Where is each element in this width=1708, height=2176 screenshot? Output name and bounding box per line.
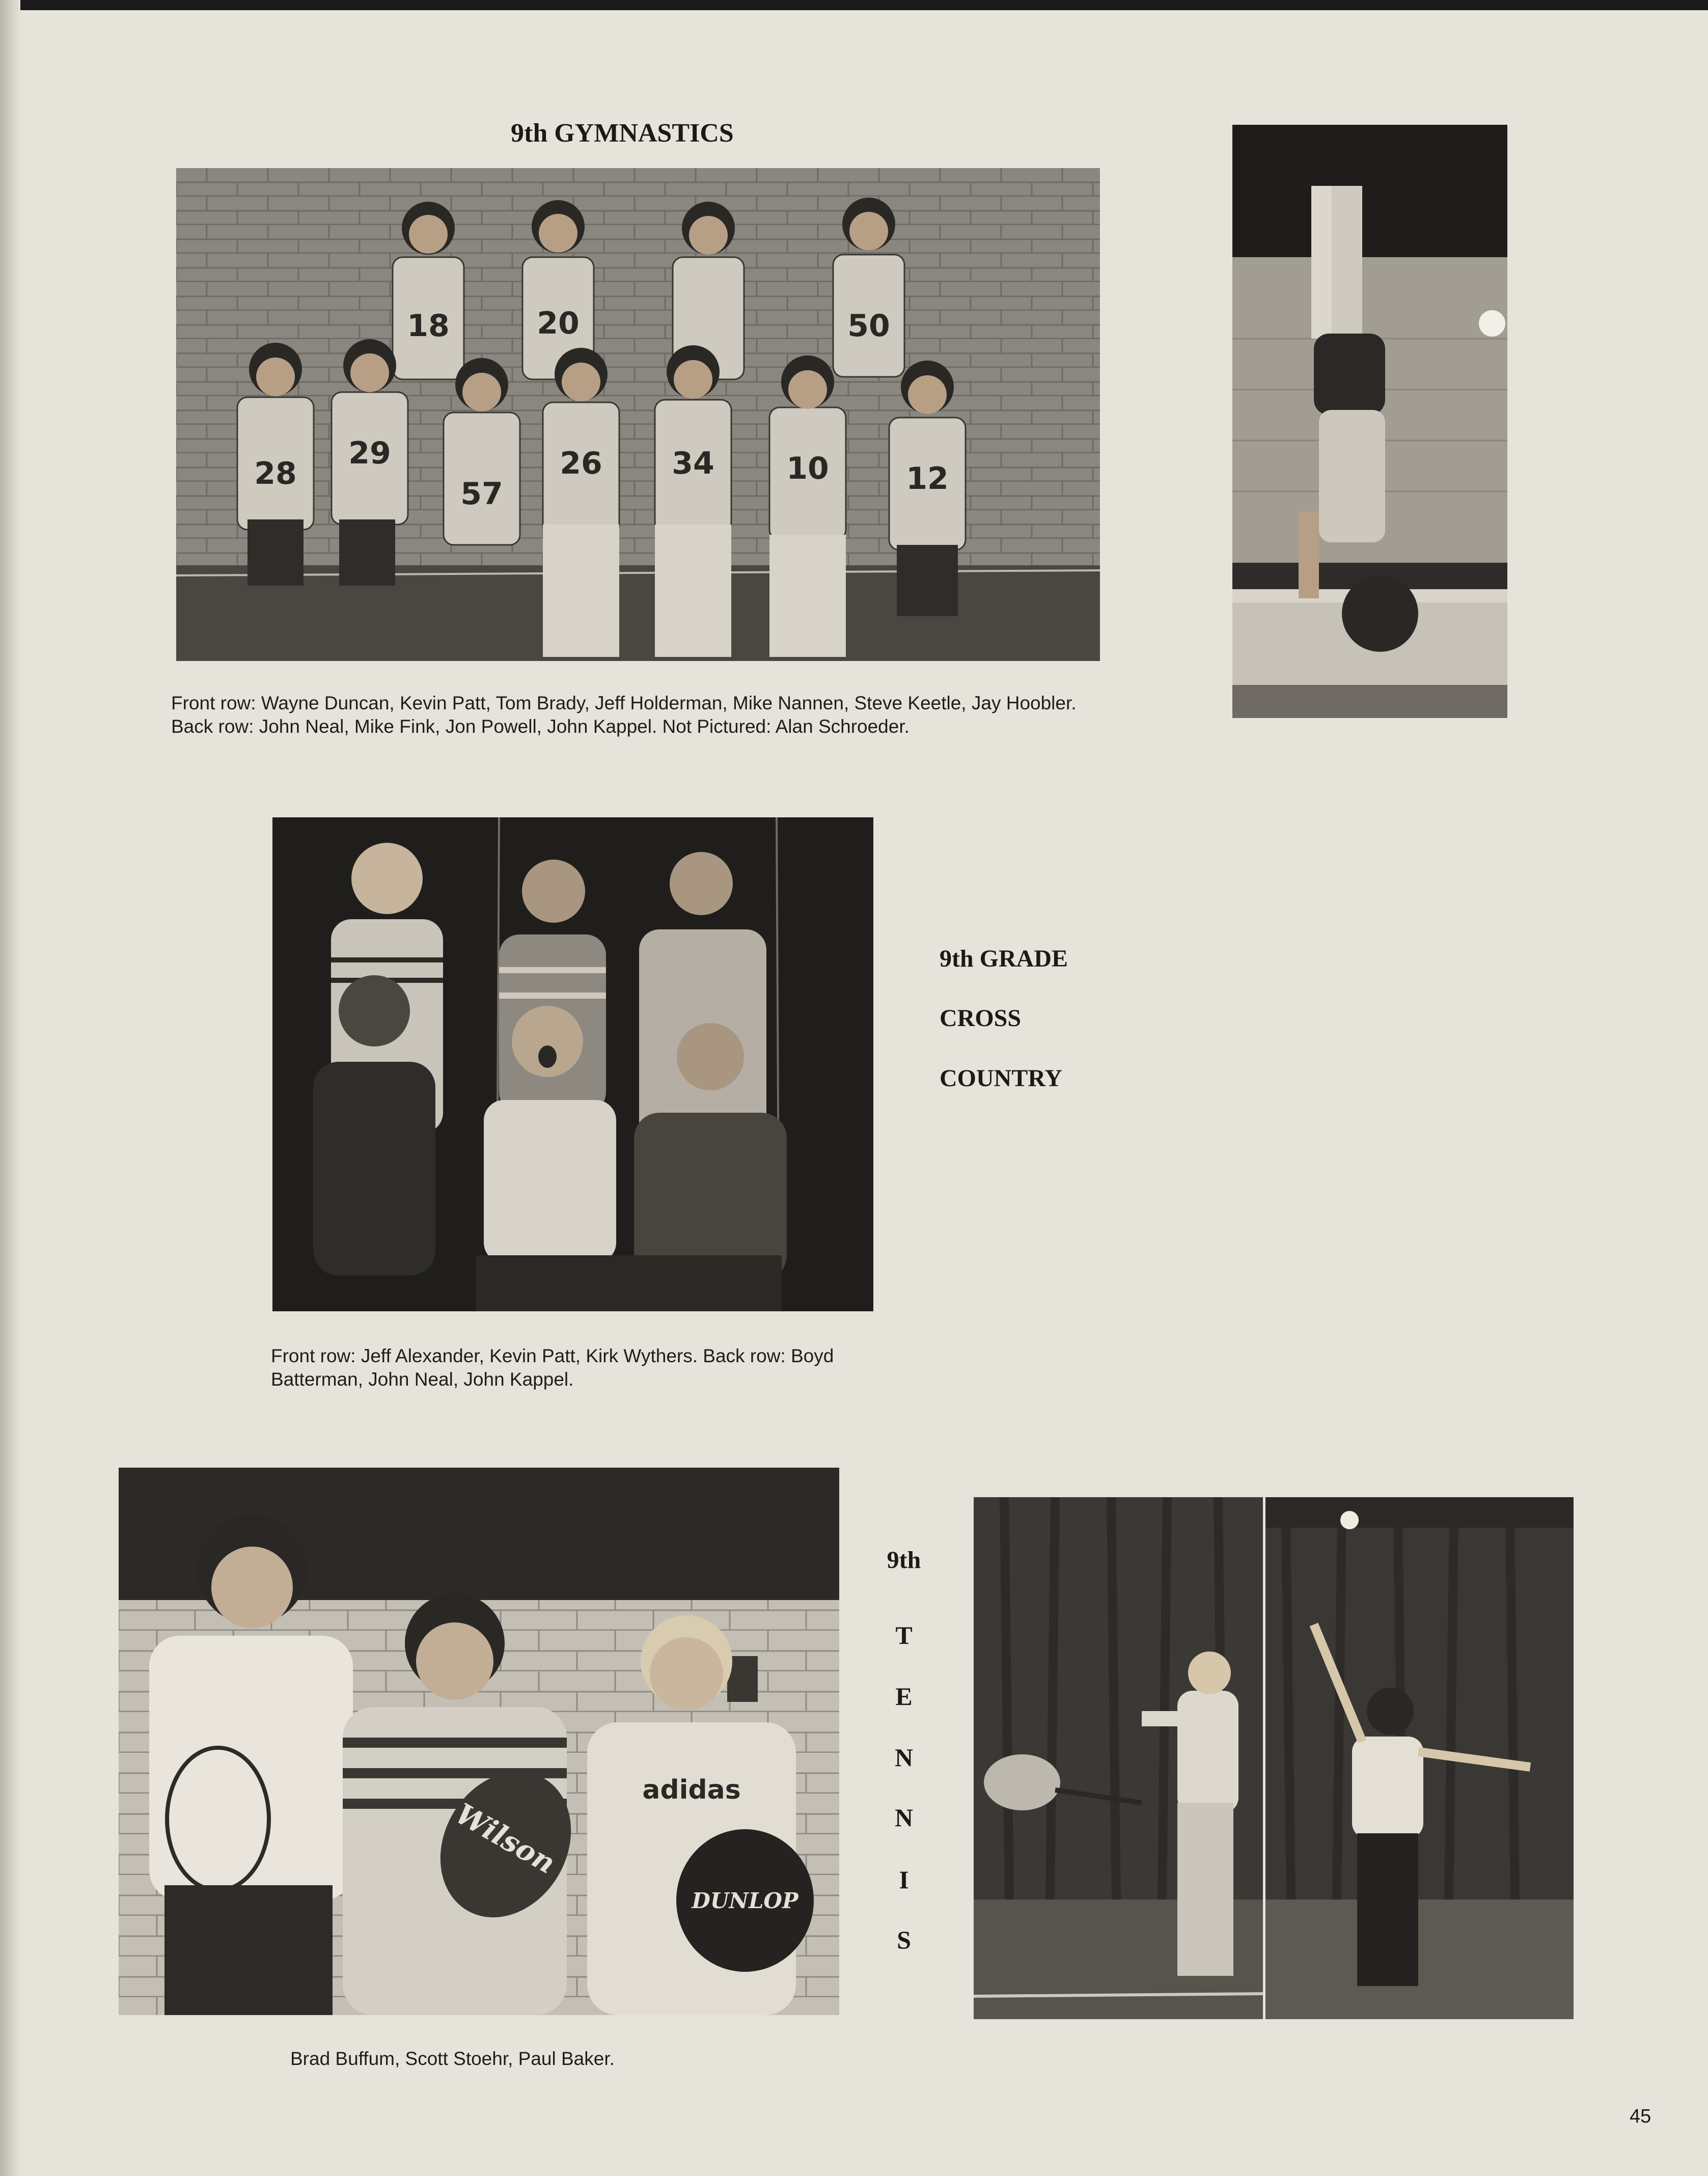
tennis-forehand-photo <box>974 1497 1263 2019</box>
gymnastics-caption: Front row: Wayne Duncan, Kevin Patt, Tom Brady, Jeff Holderman, Mike Nannen, Steve Keetle, Jay Hoobler. Back row: John Neal, Mike Fink, Jon Powell, John Kappel. Not Pictured: Alan Schroeder. <box>171 693 1077 737</box>
jersey-number: 29 <box>348 435 391 471</box>
jersey-number: 28 <box>254 456 297 491</box>
jersey-number: 20 <box>537 306 580 341</box>
cross-country-caption: Front row: Jeff Alexander, Kevin Patt, Kirk Wythers. Back row: Boyd Batterman, John Neal, John Kappel. <box>271 1345 834 1390</box>
tennis-title-letter: N <box>894 1803 914 1832</box>
jersey-number: 12 <box>906 461 949 497</box>
page-binding-shadow <box>0 0 20 2176</box>
tennis-title-letter: I <box>899 1865 909 1894</box>
gymnastics-title: 9th GYMNASTICS <box>511 119 734 148</box>
tennis-serve-photo <box>1265 1497 1574 2019</box>
tennis-title-letter: T <box>895 1621 913 1649</box>
page-top-edge <box>0 0 1708 10</box>
jersey-number: 50 <box>847 308 890 344</box>
tennis-caption: Brad Buffum, Scott Stoehr, Paul Baker. <box>290 2048 615 2069</box>
cross-country-title-line2: CROSS <box>940 1005 1022 1032</box>
tennis-title-grade: 9th <box>887 1547 921 1574</box>
tennis-title-letter: S <box>897 1925 911 1954</box>
gymnast-handstand-photo <box>1232 125 1507 718</box>
cross-country-title-line1: 9th GRADE <box>940 945 1068 972</box>
tennis-title-letter: N <box>894 1743 914 1772</box>
jersey-number: 34 <box>672 446 714 481</box>
jersey-number: 26 <box>560 446 602 481</box>
gymnastics-team-photo <box>176 168 1100 661</box>
shirt-print: adidas <box>642 1775 741 1805</box>
jersey-number: 57 <box>460 476 503 512</box>
tennis-team-photo <box>119 1468 839 2015</box>
racket-brand-label: DUNLOP <box>692 1888 798 1913</box>
jersey-number: 10 <box>786 451 829 486</box>
page-number: 45 <box>1630 2106 1651 2127</box>
jersey-number: 18 <box>407 308 450 344</box>
tennis-title-letter: E <box>895 1682 913 1711</box>
cross-country-title-line3: COUNTRY <box>940 1065 1062 1092</box>
racket-brand-label: Wilson <box>450 1797 561 1881</box>
cross-country-team-photo <box>272 817 873 1311</box>
